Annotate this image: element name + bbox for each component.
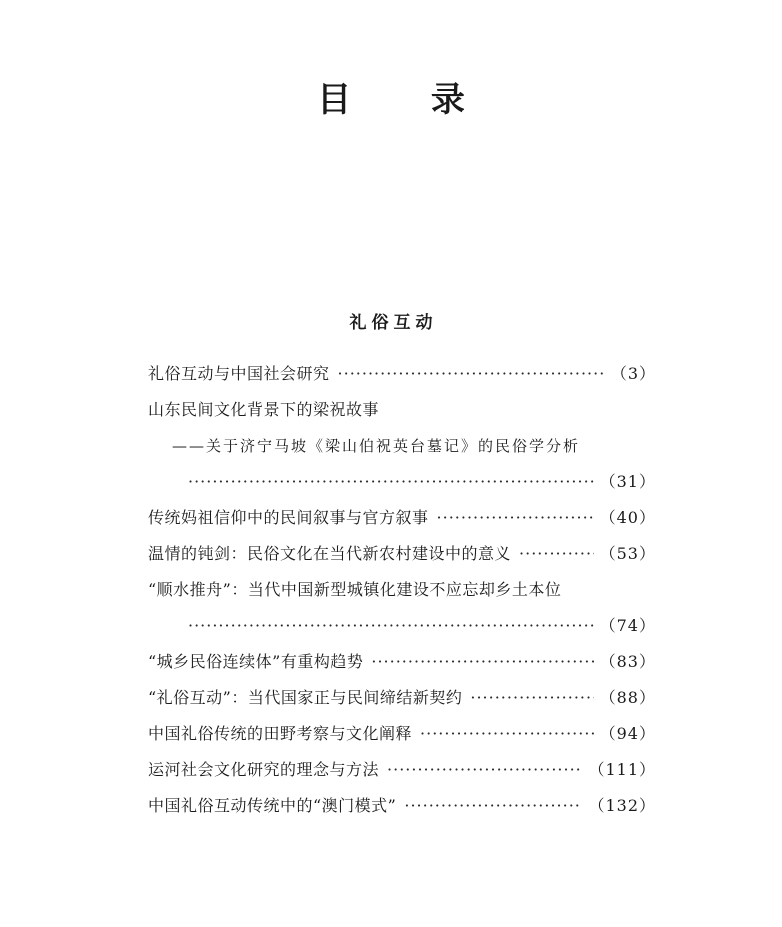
dot-leader (188, 464, 594, 500)
toc-entry[interactable] (148, 680, 656, 716)
toc-entry[interactable] (148, 716, 656, 752)
toc-entry-page: （53） (599, 544, 656, 563)
toc-entry-page: （74） (599, 616, 656, 635)
dot-leader (519, 536, 594, 572)
dot-leader (387, 752, 582, 788)
toc-entry-continuation (148, 464, 656, 500)
toc-entry[interactable] (148, 356, 656, 392)
toc-entry-page: （94） (599, 724, 656, 743)
dot-leader (188, 608, 594, 644)
toc-entry-page: （3） (610, 364, 656, 383)
dot-leader (404, 788, 582, 824)
toc-entry[interactable] (148, 644, 656, 680)
dot-leader (470, 680, 593, 716)
toc-entry-title: 中国礼俗互动传统中的“澳门模式” (148, 796, 397, 815)
toc-entry-page: （31） (599, 472, 656, 491)
toc-entry-title: 运河社会文化研究的理念与方法 (148, 760, 380, 779)
toc-entry-title: 传统妈祖信仰中的民间叙事与官方叙事 (148, 508, 429, 527)
toc-entry-page: （111） (588, 760, 656, 779)
toc-entry-title: “礼俗互动”：当代国家正与民间缔结新契约 (148, 688, 463, 707)
toc-entry[interactable] (148, 788, 656, 824)
toc-entry-title: 礼俗互动与中国社会研究 (148, 364, 330, 383)
toc-entry-page: （83） (599, 652, 656, 671)
toc-entry-page: （40） (599, 508, 656, 527)
table-of-contents (148, 356, 656, 824)
toc-entry-title: 中国礼俗传统的田野考察与文化阐释 (148, 724, 413, 743)
dot-leader (338, 356, 605, 392)
toc-entry-subtitle (148, 428, 656, 464)
toc-entry-subtitle-text: ——关于济宁马坡《梁山伯祝英台墓记》的民俗学分析 (172, 437, 581, 455)
toc-entry[interactable] (148, 572, 656, 608)
toc-entry-page: （88） (599, 688, 656, 707)
page-title: 目 录 (317, 80, 499, 120)
toc-entry-title: 山东民间文化背景下的梁祝故事 (148, 400, 380, 419)
dot-leader (437, 500, 594, 536)
toc-entry-continuation (148, 608, 656, 644)
toc-entry[interactable] (148, 752, 656, 788)
toc-entry[interactable] (148, 392, 656, 428)
toc-entry-title: “城乡民俗连续体”有重构趋势 (148, 652, 364, 671)
dot-leader (371, 644, 593, 680)
toc-entry-title: 温情的钝剑：民俗文化在当代新农村建设中的意义 (148, 544, 512, 563)
section-title: 礼俗互动 (349, 313, 438, 333)
toc-entry-title: “顺水推舟”：当代中国新型城镇化建设不应忘却乡土本位 (148, 580, 562, 599)
toc-entry[interactable] (148, 500, 656, 536)
toc-entry-page: （132） (588, 796, 656, 815)
dot-leader (420, 716, 594, 752)
toc-entry[interactable] (148, 536, 656, 572)
